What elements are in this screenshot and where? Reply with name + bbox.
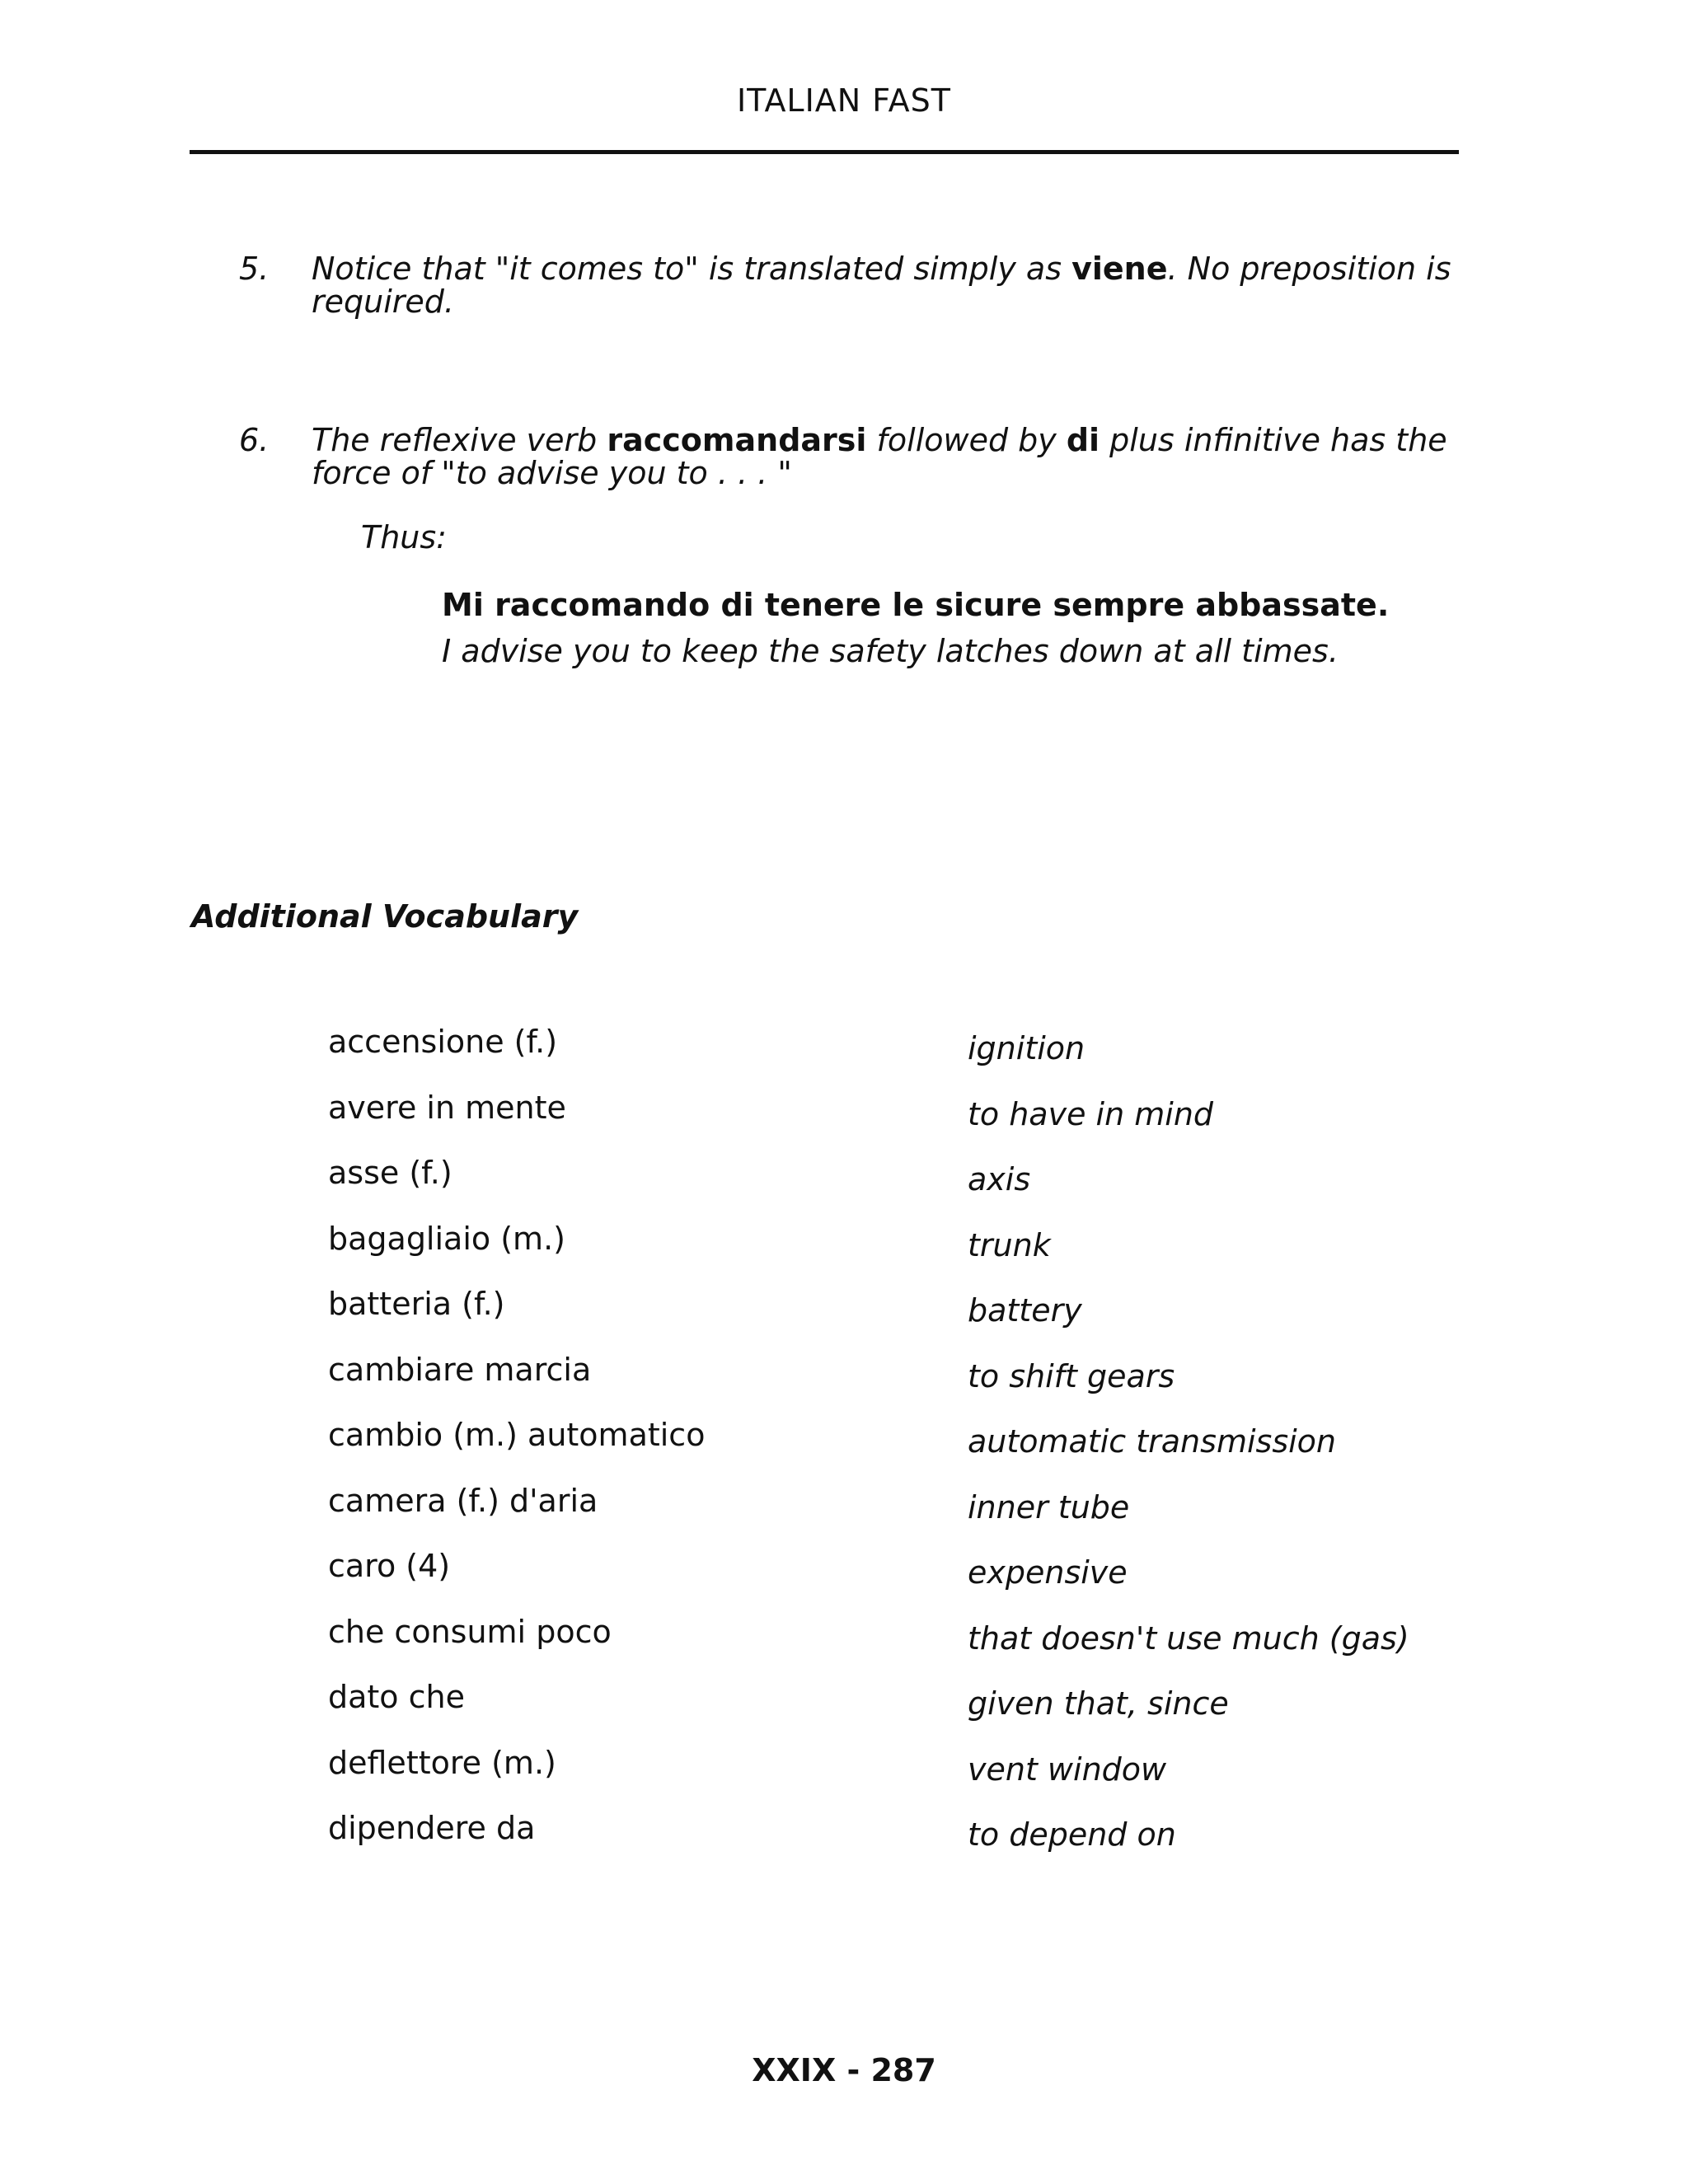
vocabulary-row xyxy=(328,1483,1482,1549)
english-translation: battery xyxy=(968,1292,1082,1329)
vocabulary-row xyxy=(328,1614,1482,1680)
english-translation: inner tube xyxy=(968,1488,1130,1526)
english-translation: to shift gears xyxy=(968,1357,1175,1394)
note-term: viene xyxy=(1071,251,1168,287)
english-translation: axis xyxy=(968,1161,1031,1197)
english-translation: that doesn't use much (gas) xyxy=(968,1619,1409,1657)
italian-term: dipendere da xyxy=(328,1810,536,1846)
english-translation: automatic transmission xyxy=(968,1423,1337,1460)
italian-term: asse (f.) xyxy=(328,1155,452,1191)
english-translation: given that, since xyxy=(968,1685,1229,1722)
page-number: XXIX - 287 xyxy=(752,2052,936,2088)
italian-term: batteria (f.) xyxy=(328,1286,505,1322)
english-translation: expensive xyxy=(968,1554,1128,1591)
vocabulary-row xyxy=(328,1352,1482,1418)
note-text-part: Notice that "it comes to" is translated simply as xyxy=(312,251,1072,287)
italian-term: accensione (f.) xyxy=(328,1024,558,1060)
note-term: raccomandarsi xyxy=(607,422,867,458)
english-translation: vent window xyxy=(968,1750,1167,1788)
vocabulary-row xyxy=(328,1745,1482,1811)
italian-term: che consumi poco xyxy=(328,1613,612,1650)
italian-term: deflettore (m.) xyxy=(328,1744,556,1781)
vocabulary-row xyxy=(328,1810,1482,1876)
note-number: 6. xyxy=(239,422,270,458)
english-translation: ignition xyxy=(968,1030,1085,1066)
english-translation: to have in mind xyxy=(968,1095,1214,1132)
italian-term: dato che xyxy=(328,1679,465,1715)
italian-term: caro (4) xyxy=(328,1548,451,1584)
note-term: di xyxy=(1066,422,1100,458)
note-text-part: . No preposition is required. xyxy=(312,251,1451,320)
vocabulary-row xyxy=(328,1417,1482,1483)
italian-term: cambiare marcia xyxy=(328,1351,592,1388)
vocabulary-row xyxy=(328,1286,1482,1352)
page-header: ITALIAN FAST xyxy=(736,82,952,119)
italian-term: cambio (m.) automatico xyxy=(328,1417,706,1453)
section-title: Additional Vocabulary xyxy=(191,898,579,935)
note-5 xyxy=(239,252,1492,318)
note-number: 5. xyxy=(239,251,270,287)
vocabulary-row xyxy=(328,1548,1482,1614)
note-6 xyxy=(239,424,1492,490)
example-english: I advise you to keep the safety latches down at all times. xyxy=(442,633,1339,669)
example-intro: Thus: xyxy=(361,519,447,555)
note-text-part: followed by xyxy=(866,422,1067,458)
note-text xyxy=(312,424,1492,490)
vocabulary-list xyxy=(328,1024,1482,1876)
vocabulary-row xyxy=(328,1155,1482,1221)
italian-term: camera (f.) d'aria xyxy=(328,1482,598,1519)
header-rule xyxy=(190,150,1459,154)
note-text-part: plus infinitive has the force of "to advise you to . . . " xyxy=(312,422,1447,491)
english-translation: to depend on xyxy=(968,1816,1176,1853)
example-italian: Mi raccomando di tenere le sicure sempre abbassate. xyxy=(442,587,1390,623)
english-translation: trunk xyxy=(968,1226,1051,1263)
italian-term: avere in mente xyxy=(328,1089,566,1126)
italian-term: bagagliaio (m.) xyxy=(328,1220,565,1257)
note-text xyxy=(312,252,1492,318)
vocabulary-row xyxy=(328,1221,1482,1286)
vocabulary-row xyxy=(328,1679,1482,1745)
vocabulary-row xyxy=(328,1090,1482,1155)
note-text-part: The reflexive verb xyxy=(312,422,607,458)
vocabulary-row xyxy=(328,1024,1482,1090)
